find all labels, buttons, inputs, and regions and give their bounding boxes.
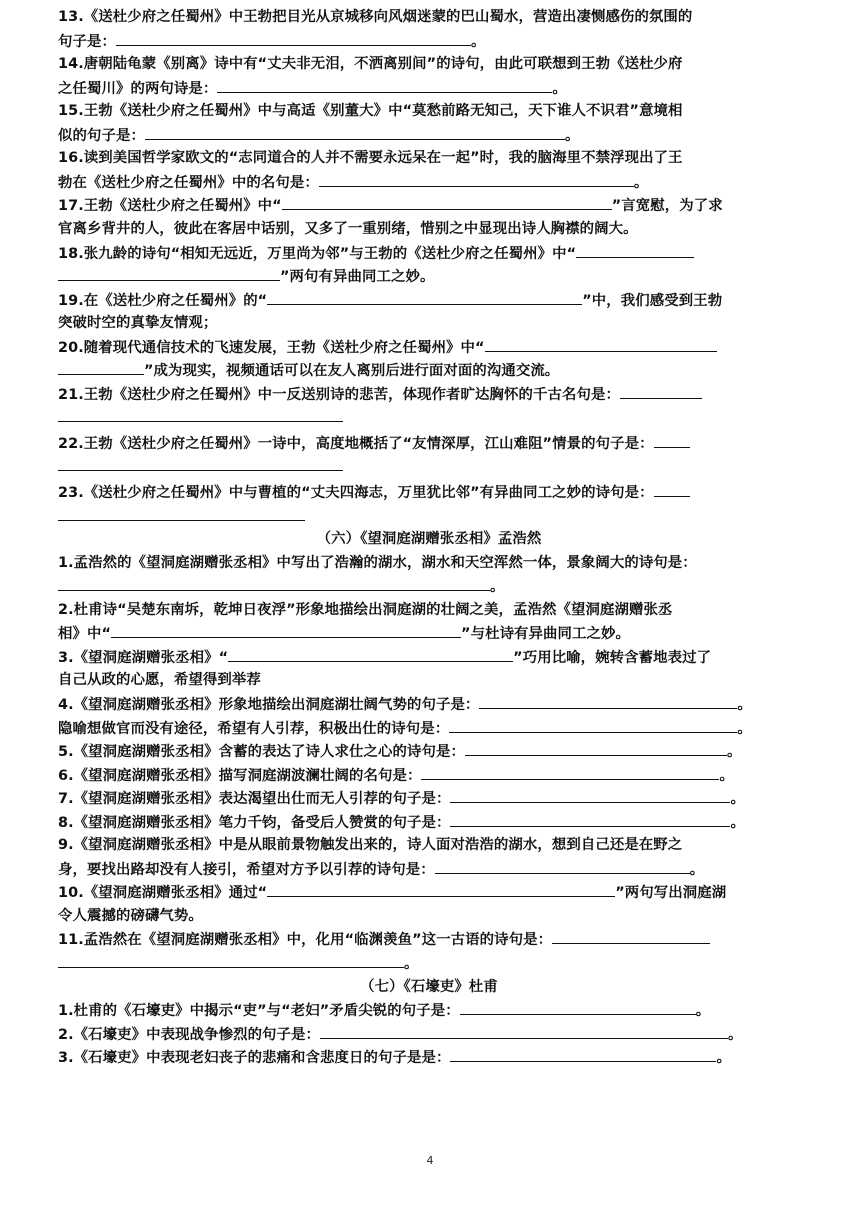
worksheet-line [58,575,800,597]
line-text: 。 [716,1050,731,1067]
line-text: 14.唐朝陆龟蒙《别离》诗中有“丈夫非无泪，不洒离别间”的诗句，由此可联想到王勃《送杜少府 [58,56,683,73]
worksheet-line [58,622,800,644]
section-heading [58,976,800,998]
line-text: 。 [737,696,752,713]
line-text: 7.《望洞庭湖赠张丞相》表达渴望出仕而无人引荐的句子是： [58,791,451,808]
answer-blank[interactable] [58,952,404,968]
worksheet-line [58,194,800,216]
answer-blank[interactable] [145,124,565,140]
line-text: 11.孟浩然在《望洞庭湖赠张丞相》中，化用“临渊羡鱼”这一古语的诗句是： [58,932,553,949]
worksheet-line [58,552,800,574]
answer-blank[interactable] [450,811,730,827]
worksheet-line [58,599,800,621]
line-text: 。 [404,956,419,972]
line-text: 8.《望洞庭湖赠张丞相》笔力千钧，备受后人赞赏的句子是： [58,814,451,831]
worksheet-line [58,455,800,477]
answer-blank[interactable] [116,30,471,46]
worksheet-line [58,336,800,358]
line-text: 勃在《送杜少府之任蜀州》中的名句是： [58,174,319,191]
line-text: 句子是： [58,33,116,50]
worksheet-line [58,218,800,240]
line-text: 令人震撼的磅礴气势。 [58,907,203,924]
line-text: ”两句有异曲同工之妙。 [280,269,435,286]
worksheet-line [58,147,800,169]
line-text: 。 [490,579,505,596]
line-text: ”言宽慰，为了求 [611,198,723,215]
line-text: 1.孟浩然的《望洞庭湖赠张丞相》中写出了浩瀚的湖水，湖水和天空浑然一体，景象阔大的诗句是： [58,554,697,571]
line-text: 。 [689,861,705,878]
line-text: 20.随着现代通信技术的飞速发展，王勃《送杜少府之任蜀州》中“ [58,339,485,356]
line-text: 13.《送杜少府之任蜀州》中王勃把目光从京城移向风烟迷蒙的巴山蜀水，营造出凄恻感伤的氛围的 [58,9,693,25]
line-text: （六）《望洞庭湖赠张丞相》孟浩然 [316,531,542,548]
line-text: ”成为现实，视频通话可以在友人离别后进行面对面的沟通交流。 [144,363,560,380]
worksheet-line [58,171,800,193]
line-text: 官离乡背井的人，彼此在客居中话别，又多了一重别绪，惜别之中显现出诗人胸襟的阔大。 [58,220,638,237]
line-text: 相》中“ [58,626,112,643]
line-text: 隐喻想做官而没有途径，希望有人引荐，积极出仕的诗句是： [58,720,450,737]
line-text: 16.读到美国哲学家欧文的“志同道合的人并不需要永远呆在一起”时，我的脑海里不禁浮现出了王 [58,150,683,167]
line-text: 。 [719,767,734,784]
answer-blank[interactable] [435,858,690,874]
line-text: ”两句写出洞庭湖 [615,885,727,902]
worksheet-line [58,77,800,99]
answer-blank[interactable] [485,336,717,352]
worksheet-line [58,505,800,527]
answer-blank[interactable] [620,383,702,399]
answer-blank[interactable] [576,242,694,258]
worksheet-line [58,928,800,950]
answer-blank[interactable] [654,481,690,497]
worksheet-line [58,124,800,146]
answer-blank[interactable] [58,505,305,521]
worksheet-line [58,999,800,1021]
line-text: 似的句子是： [58,127,145,144]
answer-blank[interactable] [449,717,737,733]
line-text: 18.张九龄的诗句“相知无远近，万里尚为邻”与王勃的《送杜少府之任蜀州》中“ [58,245,577,262]
answer-blank[interactable] [552,928,710,944]
worksheet-line [58,834,800,856]
worksheet-line [58,787,800,809]
page-number: 4 [426,1154,434,1167]
answer-blank[interactable] [58,575,490,591]
line-text: ”巧用比喻，婉转含蓄地表过了 [513,649,712,666]
line-text: 22.王勃《送杜少府之任蜀州》一诗中，高度地概括了“友情深厚，江山难阻”情景的句子是： [58,435,654,452]
line-text: 。 [552,80,567,97]
answer-blank[interactable] [450,1046,716,1062]
answer-blank[interactable] [450,787,730,803]
section-heading [58,528,800,550]
line-text: 自己从政的心愿，希望得到举荐 [58,672,261,689]
line-text: 。 [737,720,752,737]
worksheet-line [58,811,800,833]
answer-blank[interactable] [460,999,696,1015]
worksheet-line [58,669,800,691]
line-text: 2.《石壕吏》中表现战争惨烈的句子是： [58,1026,321,1043]
line-text: 。 [564,127,580,144]
answer-blank[interactable] [654,432,690,448]
line-text: 3.《望洞庭湖赠张丞相》“ [58,649,229,666]
answer-blank[interactable] [282,194,612,210]
line-text: 15.王勃《送杜少府之任蜀州》中与高适《别董大》中“莫愁前路无知己，天下谁人不识君”意境相 [58,103,683,120]
line-text: 。 [695,1003,711,1020]
answer-blank[interactable] [319,171,634,187]
line-text: 9.《望洞庭湖赠张丞相》中是从眼前景物触发出来的，诗人面对浩浩的湖水，想到自己还是在野之 [58,837,683,854]
line-text: 21.王勃《送杜少府之任蜀州》中一反送别诗的悲苦，体现作者旷达胸怀的千古名句是： [58,386,620,403]
line-text: 3.《石壕吏》中表现老妇丧子的悲痛和含悲度日的句子是是： [58,1050,451,1067]
worksheet-line [58,30,800,52]
worksheet-line [58,53,800,75]
worksheet-line [58,905,800,927]
line-text: 。 [470,33,486,50]
line-text: 4.《望洞庭湖赠张丞相》形象地描绘出洞庭湖壮阔气势的句子是： [58,696,480,713]
line-text: 。 [730,814,745,831]
worksheet-line [58,6,800,28]
line-text: 6.《望洞庭湖赠张丞相》描写洞庭湖波澜壮阔的名句是： [58,767,422,784]
line-text: 19.在《送杜少府之任蜀州》的“ [58,292,268,309]
worksheet-line [58,242,800,264]
line-text: 17.王勃《送杜少府之任蜀州》中“ [58,198,282,215]
worksheet-line [58,646,800,668]
line-text: 10.《望洞庭湖赠张丞相》通过“ [58,885,268,902]
worksheet-line [58,1046,800,1068]
answer-blank[interactable] [479,693,737,709]
line-text: ”中，我们感受到王勃 [582,292,723,309]
worksheet-line [58,406,800,428]
answer-blank[interactable] [228,646,513,662]
line-text: 。 [730,791,745,808]
worksheet-line [58,359,800,381]
worksheet-line [58,717,800,739]
answer-blank[interactable] [320,1023,728,1039]
line-text: 23.《送杜少府之任蜀州》中与曹植的“丈夫四海志，万里犹比邻”有异曲同工之妙的诗句是： [58,485,654,501]
answer-blank[interactable] [421,764,719,780]
answer-blank[interactable] [111,622,461,638]
answer-blank[interactable] [58,265,280,281]
answer-blank[interactable] [217,77,552,93]
worksheet-line [58,952,800,974]
answer-blank[interactable] [58,359,144,375]
worksheet-line [58,312,800,334]
worksheet-line [58,858,800,880]
line-text: 突破时空的真挚友情观； [58,315,218,332]
line-text: 5.《望洞庭湖赠张丞相》含蓄的表达了诗人求仕之心的诗句是： [58,744,465,761]
worksheet-line [58,881,800,903]
worksheet-line [58,265,800,287]
answer-blank[interactable] [58,455,343,471]
worksheet-line [58,764,800,786]
answer-blank[interactable] [58,406,343,422]
answer-blank[interactable] [267,881,615,897]
line-text: 1.杜甫的《石壕吏》中揭示“吏”与“老妇”矛盾尖锐的句子是： [58,1003,460,1020]
worksheet-line [58,693,800,715]
line-text: 之任蜀川》的两句诗是： [58,80,218,97]
line-text: 身，要找出路却没有人接引，希望对方予以引荐的诗句是： [58,861,435,878]
line-text: （七）《石壕吏》杜甫 [360,978,498,995]
line-text: 2.杜甫诗“吴楚东南坼，乾坤日夜浮”形象地描绘出洞庭湖的壮阔之美，孟浩然《望洞庭湖赠张丞 [58,601,673,618]
line-text: 。 [728,1026,743,1043]
worksheet-line [58,100,800,122]
answer-blank[interactable] [267,289,582,305]
line-text: 。 [633,174,649,191]
worksheet-line [58,383,800,405]
worksheet-line [58,1023,800,1045]
worksheet-line [58,289,800,311]
worksheet-line [58,432,800,454]
answer-blank[interactable] [465,740,727,756]
worksheet-line [58,481,800,503]
worksheet-line [58,740,800,762]
line-text: ”与杜诗有异曲同工之妙。 [461,626,630,643]
line-text: 。 [726,744,742,761]
